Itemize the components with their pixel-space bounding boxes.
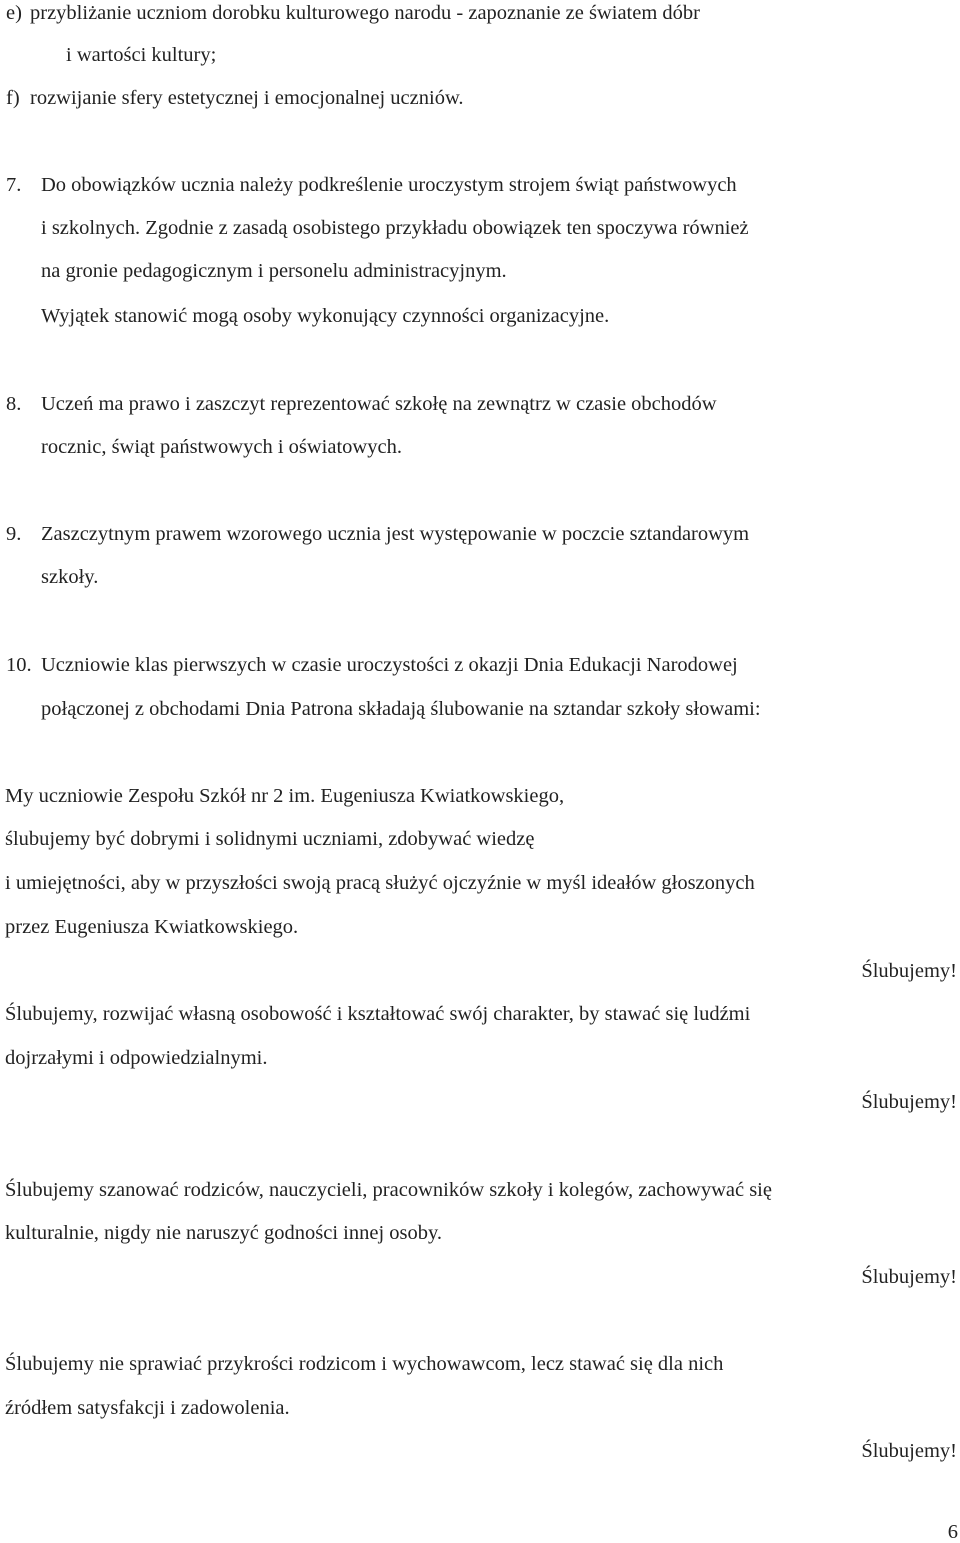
- oath-p4-line-2: źródłem satysfakcji i zadowolenia.: [5, 1397, 290, 1419]
- item-10-number: 10.: [6, 654, 32, 676]
- item-9-line-2: szkoły.: [41, 566, 99, 588]
- oath-p3-line-2: kulturalnie, nigdy nie naruszyć godności innej osoby.: [5, 1222, 443, 1244]
- item-9-line-1: Zaszczytnym prawem wzorowego ucznia jest występowanie w poczcie sztandarowym: [41, 523, 750, 545]
- item-10-line-1: Uczniowie klas pierwszych w czasie uroczystości z okazji Dnia Edukacji Narodowej: [41, 654, 738, 676]
- oath-response-2: Ślubujemy!: [861, 1091, 957, 1113]
- oath-response-3: Ślubujemy!: [861, 1266, 957, 1288]
- oath-response-1: Ślubujemy!: [861, 960, 957, 982]
- list-item-e-line-2: i wartości kultury;: [66, 44, 217, 66]
- item-7-line-2: i szkolnych. Zgodnie z zasadą osobistego przykładu obowiązek ten spoczywa również: [41, 217, 749, 239]
- item-7-line-1: Do obowiązków ucznia należy podkreślenie uroczystym strojem świąt państwowych: [41, 174, 737, 196]
- oath-intro-line-3: i umiejętności, aby w przyszłości swoją pracą służyć ojczyźnie w myśl ideałów głoszonych: [5, 872, 755, 894]
- item-7-line-3: na gronie pedagogicznym i personelu administracyjnym.: [41, 260, 507, 282]
- item-7-number: 7.: [6, 174, 22, 196]
- item-8-line-1: Uczeń ma prawo i zaszczyt reprezentować szkołę na zewnątrz w czasie obchodów: [41, 393, 717, 415]
- item-7-line-4: Wyjątek stanowić mogą osoby wykonujący czynności organizacyjne.: [41, 305, 610, 327]
- oath-response-4: Ślubujemy!: [861, 1440, 957, 1462]
- list-item-f-line-1: rozwijanie sfery estetycznej i emocjonalnej uczniów.: [30, 87, 464, 109]
- page-number: 6: [947, 1521, 958, 1543]
- oath-p2-line-2: dojrzałymi i odpowiedzialnymi.: [5, 1047, 268, 1069]
- oath-p4-line-1: Ślubujemy nie sprawiać przykrości rodzicom i wychowawcom, lecz stawać się dla nich: [5, 1353, 724, 1375]
- item-9-number: 9.: [6, 523, 22, 545]
- oath-intro-line-4: przez Eugeniusza Kwiatkowskiego.: [5, 916, 299, 938]
- list-item-e-line-1: przybliżanie uczniom dorobku kulturowego narodu - zapoznanie ze światem dóbr: [30, 2, 701, 24]
- oath-p2-line-1: Ślubujemy, rozwijać własną osobowość i kształtować swój charakter, by stawać się ludźmi: [5, 1003, 751, 1025]
- oath-intro-line-1: My uczniowie Zespołu Szkół nr 2 im. Eugeniusza Kwiatkowskiego,: [5, 785, 565, 807]
- item-8-number: 8.: [6, 393, 22, 415]
- item-8-line-2: rocznic, świąt państwowych i oświatowych.: [41, 436, 402, 458]
- item-10-line-2: połączonej z obchodami Dnia Patrona składają ślubowanie na sztandar szkoły słowami:: [41, 698, 761, 720]
- list-label-e: e): [6, 2, 22, 24]
- oath-p3-line-1: Ślubujemy szanować rodziców, nauczycieli, pracowników szkoły i kolegów, zachowywać się: [5, 1179, 772, 1201]
- list-label-f: f): [6, 87, 20, 109]
- oath-intro-line-2: ślubujemy być dobrymi i solidnymi uczniami, zdobywać wiedzę: [5, 828, 535, 850]
